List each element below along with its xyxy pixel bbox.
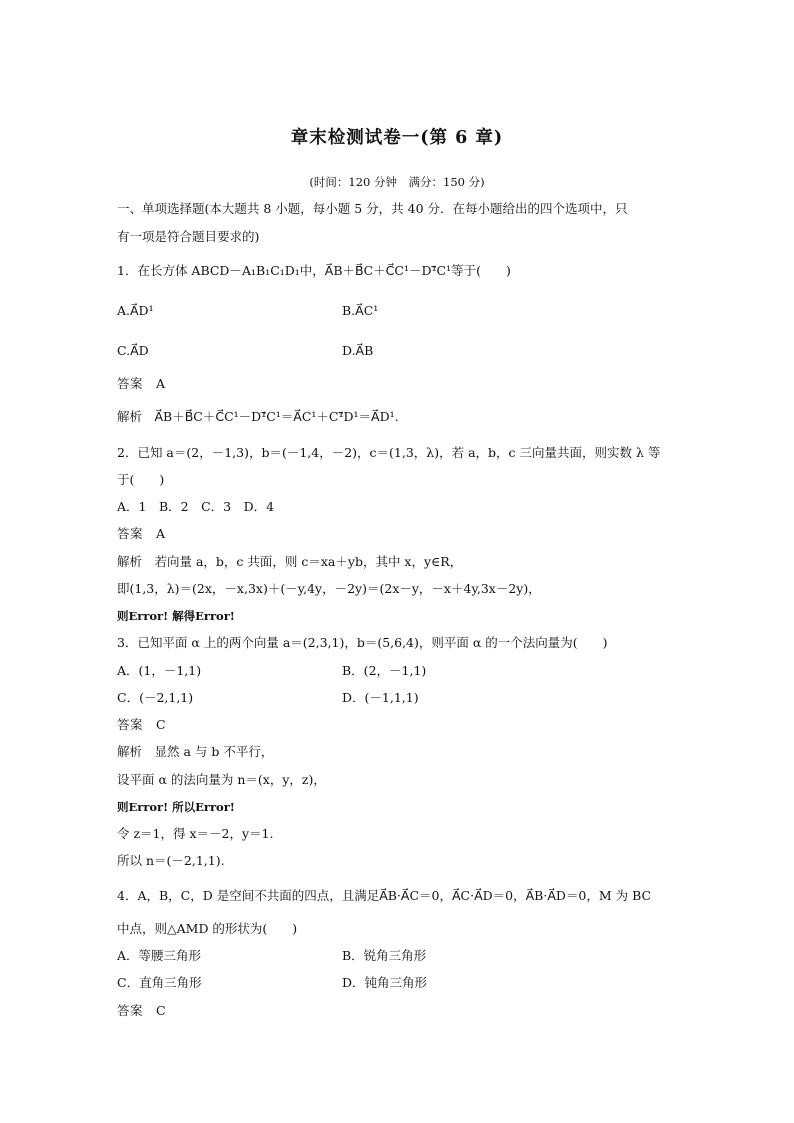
q1-option-d: D.A⃗B <box>342 343 374 358</box>
q3-solution-line-4: 令 z＝1，得 x＝－2，y＝1. <box>117 826 274 841</box>
q2-answer: 答案 A <box>117 526 166 541</box>
q3-solution-line-5: 所以 n＝(－2,1,1). <box>117 853 225 868</box>
q4-option-b: B．锐角三角形 <box>342 948 427 963</box>
q1-solution: 解析 A⃗B＋B⃗C＋C⃗C¹－D¹⃗C¹＝A⃗C¹＋C¹⃗D¹＝A⃗D¹. <box>117 409 399 424</box>
page-title: 章末检测试卷一(第 6 章) <box>290 128 504 148</box>
q4-stem-line-2: 中点，则△AMD 的形状为( ) <box>117 921 298 936</box>
q3-solution-line-1: 解析 显然 a 与 b 不平行， <box>117 744 274 759</box>
exam-meta: (时间：120 分钟 满分：150 分) <box>309 175 485 189</box>
q2-stem-line-2: 于( ) <box>117 472 165 487</box>
q3-option-a: A．(1，－1,1) <box>117 663 202 678</box>
q1-option-b: B.A⃗C¹ <box>342 303 379 318</box>
q3-stem: 3．已知平面 α 上的两个向量 a＝(2,3,1)，b＝(5,6,4)，则平面 α 的一个法向量为( ) <box>117 635 608 650</box>
q3-option-c: C．(－2,1,1) <box>117 690 194 705</box>
q1-option-a: A.A⃗D¹ <box>117 303 154 318</box>
section-heading-line-2: 有一项是符合题目要求的) <box>117 229 260 244</box>
q1-option-c: C.A⃗D <box>117 343 149 358</box>
q3-option-d: D．(－1,1,1) <box>342 690 419 705</box>
q4-answer: 答案 C <box>117 1003 167 1018</box>
q2-stem-line-1: 2．已知 a＝(2，－1,3)，b＝(－1,4，－2)，c＝(1,3，λ)，若 a，b，c 三向量共面，则实数 λ 等 <box>117 445 661 460</box>
q1-stem: 1．在长方体 ABCD－A₁B₁C₁D₁中，A⃗B＋B⃗C＋C⃗C¹－D¹⃗C¹等于( ) <box>117 263 511 278</box>
q2-solution-line-3: 则Error! 解得Error! <box>117 609 235 623</box>
q4-option-d: D．钝角三角形 <box>342 975 428 990</box>
q2-options: A．1 B．2 C．3 D．4 <box>117 499 275 514</box>
section-heading-line-1: 一、单项选择题(本大题共 8 小题，每小题 5 分，共 40 分．在每小题给出的四个选项中，只 <box>117 201 628 216</box>
q2-solution-line-2: 即(1,3，λ)＝(2x，－x,3x)＋(－y,4y，－2y)＝(2x－y，－x＋4y,3x－2y)， <box>117 581 541 596</box>
q4-option-a: A．等腰三角形 <box>117 948 202 963</box>
q3-option-b: B．(2，－1,1) <box>342 663 427 678</box>
q2-solution-line-1: 解析 若向量 a，b，c 共面，则 c＝xa＋yb，其中 x，y∈R， <box>117 554 463 569</box>
q3-solution-line-3: 则Error! 所以Error! <box>117 800 235 814</box>
q3-solution-line-2: 设平面 α 的法向量为 n＝(x，y，z)， <box>117 772 326 787</box>
q4-stem-line-1: 4．A，B，C，D 是空间不共面的四点，且满足A⃗B·A⃗C＝0，A⃗C·A⃗D＝0，A⃗B·A⃗D＝0，M 为 BC <box>117 888 652 903</box>
q4-option-c: C．直角三角形 <box>117 975 202 990</box>
q1-answer: 答案 A <box>117 376 166 391</box>
q3-answer: 答案 C <box>117 717 167 732</box>
